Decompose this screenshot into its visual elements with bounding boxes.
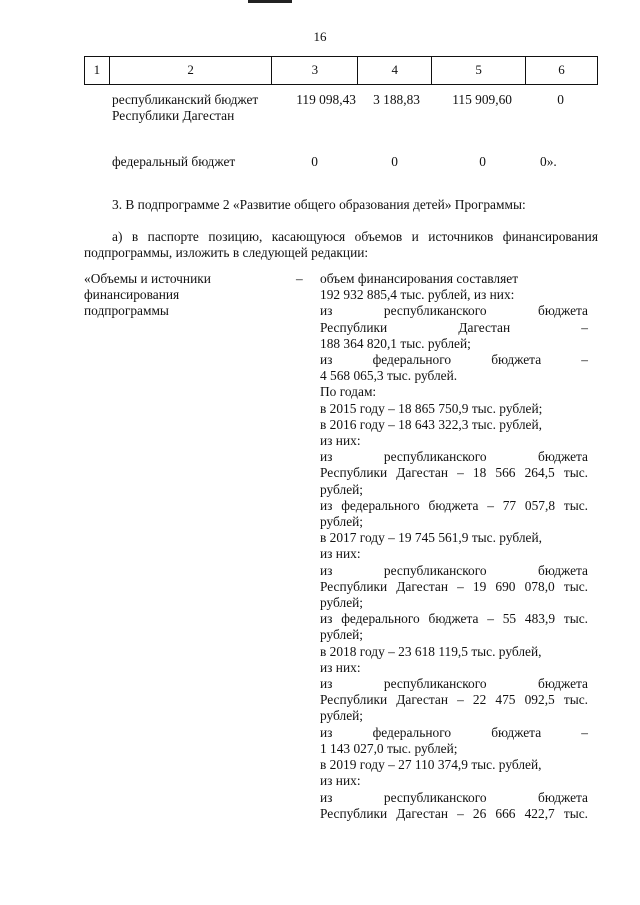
funding-line: Республики Дагестан – 18 566 264,5 тыс. <box>320 465 588 481</box>
column-number: 6 <box>525 57 597 85</box>
funding-details <box>320 271 588 822</box>
page-number: 16 <box>313 29 327 44</box>
funding-line: из них: <box>320 546 361 562</box>
column-number: 2 <box>109 57 272 85</box>
position-label: «Объемы и источники финансирования подпрограммы <box>84 271 211 319</box>
funding-line: рублей; <box>320 708 364 724</box>
funding-line: из республиканского бюджета <box>320 789 588 805</box>
row-value: 115 909,60 <box>452 92 512 107</box>
column-number: 4 <box>358 57 432 85</box>
funding-line: Республики Дагестан – 22 475 092,5 тыс. <box>320 692 588 708</box>
funding-line: из республиканского бюджета <box>320 562 588 578</box>
row-value: 119 098,43 <box>296 92 356 107</box>
funding-line: рублей; <box>320 514 364 530</box>
funding-line: из федерального бюджета – <box>320 724 588 740</box>
funding-line: из федерального бюджета – <box>320 352 588 368</box>
label-dash: – <box>296 271 303 286</box>
funding-line: Республики Дагестан – <box>320 319 588 335</box>
paragraph-subprogram: 3. В подпрограмме 2 «Развитие общего образования детей» Программы: <box>112 197 526 212</box>
row-value: 0 <box>557 92 564 107</box>
funding-line: 4 568 065,3 тыс. рублей. <box>320 368 458 384</box>
column-number: 3 <box>272 57 358 85</box>
column-number-header <box>84 56 598 85</box>
funding-line: 1 143 027,0 тыс. рублей; <box>320 740 458 756</box>
funding-line: из республиканского бюджета <box>320 303 588 319</box>
funding-line: в 2015 году – 18 865 750,9 тыс. рублей; <box>320 400 543 416</box>
column-number: 5 <box>432 57 526 85</box>
column-number: 1 <box>85 57 110 85</box>
funding-line: из федерального бюджета – 55 483,9 тыс. <box>320 611 588 627</box>
row-value: 3 188,83 <box>373 92 420 107</box>
paragraph-passport: а) в паспорте позицию, касающуюся объемов и источников финансирования подпрограммы, изложить в следующей редакции: <box>84 229 598 261</box>
row-value: 0 <box>391 154 398 169</box>
funding-line: из них: <box>320 659 361 675</box>
funding-line: в 2016 году – 18 643 322,3 тыс. рублей, <box>320 416 542 432</box>
funding-line: рублей; <box>320 481 364 497</box>
row-value: 0». <box>540 154 557 169</box>
funding-line: в 2019 году – 27 110 374,9 тыс. рублей, <box>320 757 542 773</box>
funding-line: рублей; <box>320 627 364 643</box>
funding-line: 192 932 885,4 тыс. рублей, из них: <box>320 287 515 303</box>
funding-line: объем финансирования составляет <box>320 271 519 286</box>
funding-line: рублей; <box>320 595 364 611</box>
funding-line: из республиканского бюджета <box>320 676 588 692</box>
funding-line: из них: <box>320 773 361 789</box>
funding-line: из федерального бюджета – 77 057,8 тыс. <box>320 497 588 513</box>
funding-line: Республики Дагестан – 26 666 422,7 тыс. <box>320 805 588 821</box>
row-value: 0 <box>311 154 318 169</box>
funding-line: в 2017 году – 19 745 561,9 тыс. рублей, <box>320 530 542 546</box>
row-label: федеральный бюджет <box>112 154 236 169</box>
funding-line: из них: <box>320 433 361 449</box>
funding-line: Республики Дагестан – 19 690 078,0 тыс. <box>320 578 588 594</box>
funding-line: 188 364 820,1 тыс. рублей; <box>320 335 471 351</box>
row-value: 0 <box>479 154 486 169</box>
funding-line: из республиканского бюджета <box>320 449 588 465</box>
scan-top-mark <box>248 0 292 3</box>
row-label: республиканский бюджет Республики Дагестан <box>112 92 259 124</box>
funding-line: в 2018 году – 23 618 119,5 тыс. рублей, <box>320 643 542 659</box>
funding-line: По годам: <box>320 384 377 400</box>
